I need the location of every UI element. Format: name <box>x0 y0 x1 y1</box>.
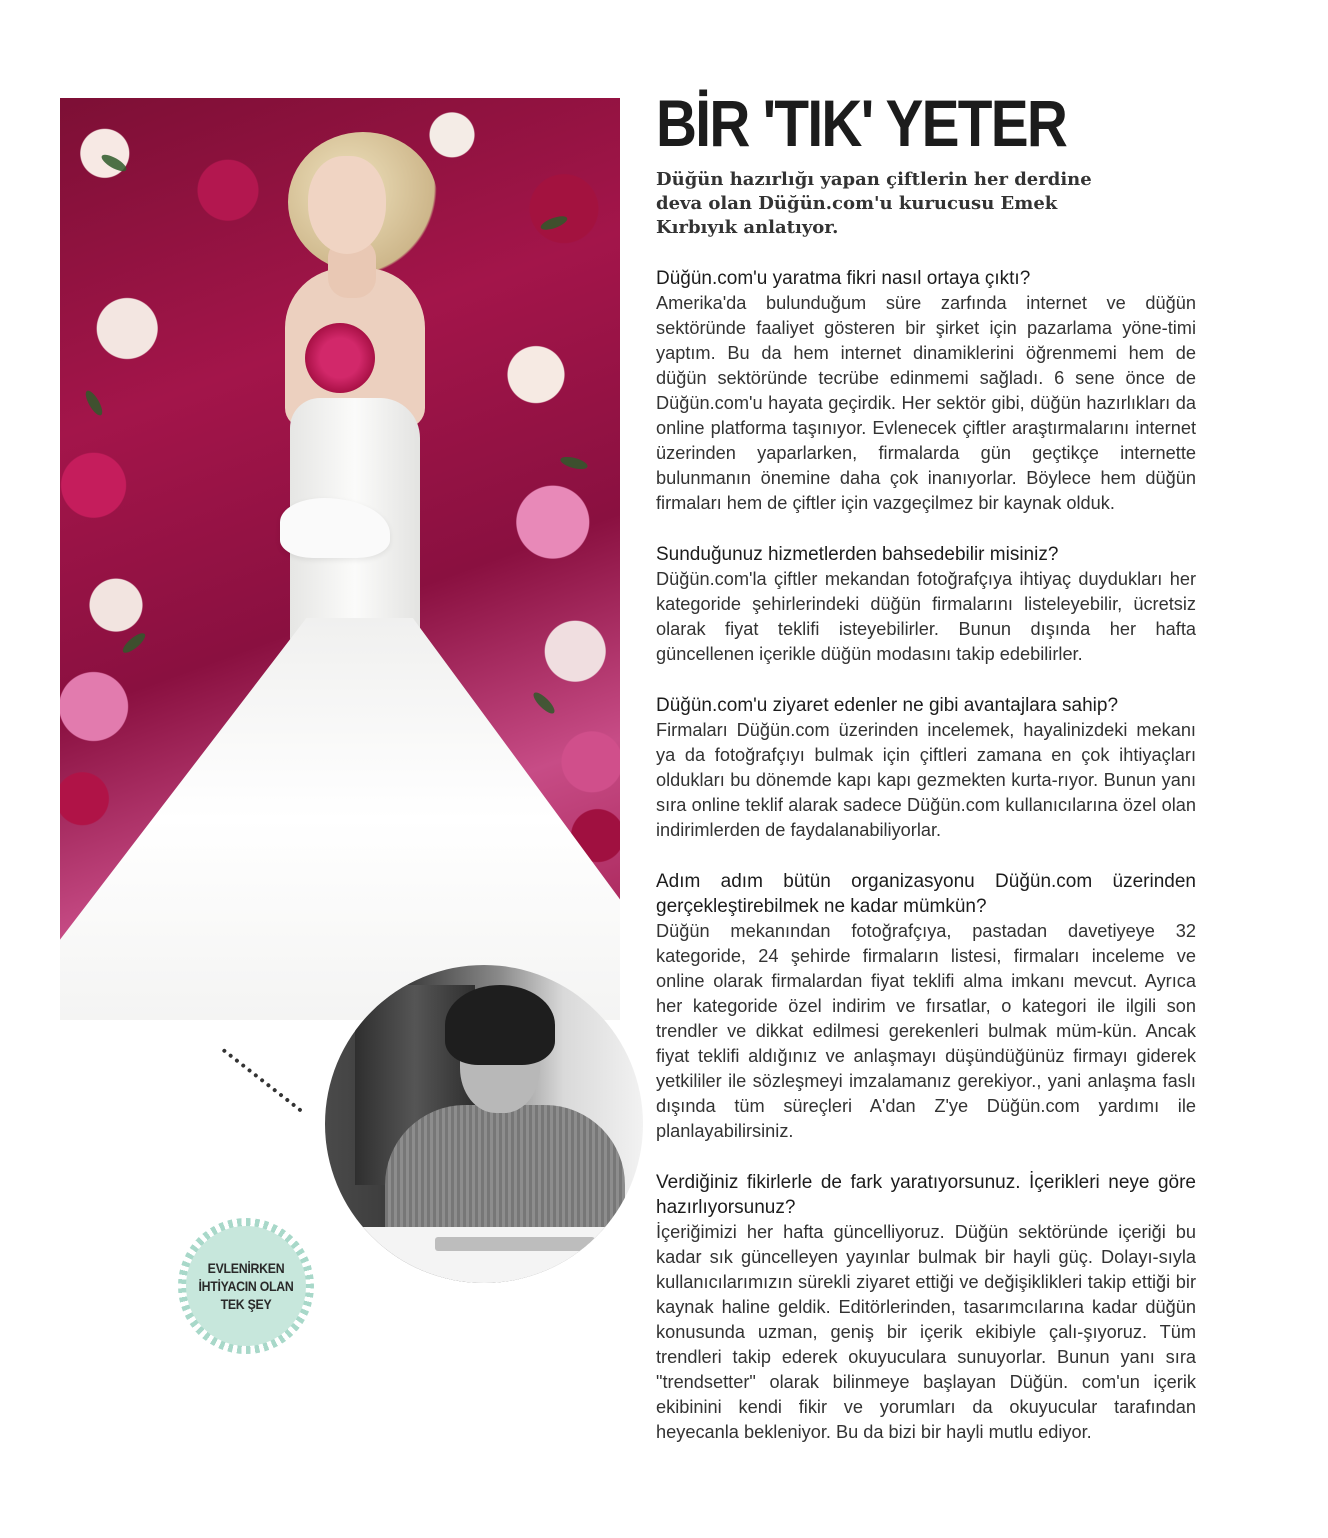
tagline-badge-text <box>198 1259 295 1313</box>
laptop-icon <box>435 1237 595 1251</box>
tagline-badge-inner <box>186 1226 306 1346</box>
dotted-connector-line <box>222 1048 303 1113</box>
answer: Firmaları Düğün.com üzerinden incelemek, hayalinizdeki mekanı ya da fotoğrafçıyı bulmak için çiftleri zamana en çok ihtiyaçları oldukları bu dönemde kapı kapı gezmekten kurta-rıyor. Bunun yanı sıra online teklif alarak sadece Düğün.com kullanıcılarına özel olan indirimlerden de faydalanabiliyorlar. <box>656 720 1196 840</box>
question: Sunduğunuz hizmetlerden bahsedebilir misiniz? <box>656 544 1059 565</box>
bride-photo <box>60 98 620 1020</box>
qa-block <box>656 693 1196 843</box>
qa-block <box>656 266 1196 516</box>
answer: Düğün mekanından fotoğrafçıya, pastadan davetiyeye 32 kategoride, 24 şehirde firmaların listesi, firmaları inceleme ve online olarak firmalardan fiyat teklifi alma imkanı mevcut. Ayrıca her kategoride özel indirim ve fırsatlar, o kategori ile ilgili son trendler ve dikkat edilmesi gerekenleri bulmak müm-kün. Ancak fiyat teklifi aldığınız ve anlaşmayı düşündüğünüz firmayı giderek yetkililer ile sözleşmeyi imzalamanız gerekiyor., yani anlaşma faslı dışında tüm süreçleri A'dan Z'ye Düğün.com yardımı ile planlayabilirsiniz. <box>656 921 1196 1141</box>
question: Düğün.com'u yaratma fikri nasıl ortaya çıktı? <box>656 268 1031 289</box>
wedding-dress-skirt <box>60 618 620 1020</box>
peony-flower <box>305 323 375 393</box>
answer: İçeriğimizi her hafta güncelliyoruz. Düğün sektöründe içeriği bu kadar sık güncelleyen yayınlar bulmak bir hayli güç. Dolayı-sıyla kullanıcılarımızın sürekli ziyaret ettiği ve değişiklikleri takip ettiği bir kaynak haline geldik. Editörlerinden, tasarımcılarına kadar düğün konusunda uzman, geniş bir içerik ekibiyle çalı-şıyoruz. Tüm trendleri takip ederek okuyuculara sunuyorlar. Bunun yanı sıra "trendsetter" olarak bilinmeye başlayan Düğün. com'un içerik ekibinini kendi fikir ve yorumları da okuyucular tarafından heyecanla bekleniyor. Bu da bizi bir hayli mutlu ediyor. <box>656 1222 1196 1442</box>
tagline-badge <box>178 1218 314 1354</box>
question: Verdiğiniz fikirlerle de fark yaratıyorsunuz. İçerikleri neye göre hazırlıyorsunuz? <box>656 1172 1196 1218</box>
answer: Düğün.com'la çiftler mekandan fotoğrafçıya ihtiyaç duydukları her kategoride şehirlerindeki düğün firmalarını listeleyebilir, ücretsiz olarak fiyat teklifi isteyebilirler. Bunun dışında her hafta güncellenen içerikle düğün modasını takip edebilirler. <box>656 569 1196 664</box>
portrait-table <box>325 1227 643 1283</box>
badge-line-3: TEK ŞEY <box>220 1296 272 1312</box>
qa-block <box>656 869 1196 1144</box>
founder-portrait <box>325 965 643 1283</box>
headline: BİR 'TIK' YETER <box>656 86 1067 160</box>
qa-block <box>656 1170 1196 1445</box>
badge-line-2: İHTİYACIN OLAN <box>198 1278 294 1294</box>
question: Adım adım bütün organizasyonu Düğün.com üzerinden gerçekleştirebilmek ne kadar mümkün? <box>656 871 1196 917</box>
answer: Amerika'da bulunduğum süre zarfında internet ve düğün sektöründe faaliyet gösteren bir şirket için pazarlama yöne-timi yaptım. Bu da hem internet dinamiklerini öğrenmemi hem de düğün sektöründe tecrübe edinmemi sağladı. 6 sene önce de Düğün.com'u hayata geçirdik. Her sektör gibi, düğün hazırlıkları da online platforma taşınıyor. Evlenecek çiftler araştırmalarını internet üzerinden yaparlarken, firmalarda gün geçtikçe internette bulunmanın önemine daha çok inanıyorlar. Böylece hem düğün firmaları hem de çiftler için vazgeçilmez bir kaynak olduk. <box>656 293 1196 513</box>
question: Düğün.com'u ziyaret edenler ne gibi avantajlara sahip? <box>656 695 1119 716</box>
qa-block <box>656 542 1196 667</box>
bride-face <box>308 156 386 254</box>
portrait-hair <box>445 985 555 1065</box>
badge-line-1: EVLENİRKEN <box>207 1260 285 1276</box>
article-column <box>656 88 1196 1471</box>
lede: Düğün hazırlığı yapan çiftlerin her derdine deva olan Düğün.com'u kurucusu Emek Kırbıyık anlatıyor. <box>656 169 1092 238</box>
